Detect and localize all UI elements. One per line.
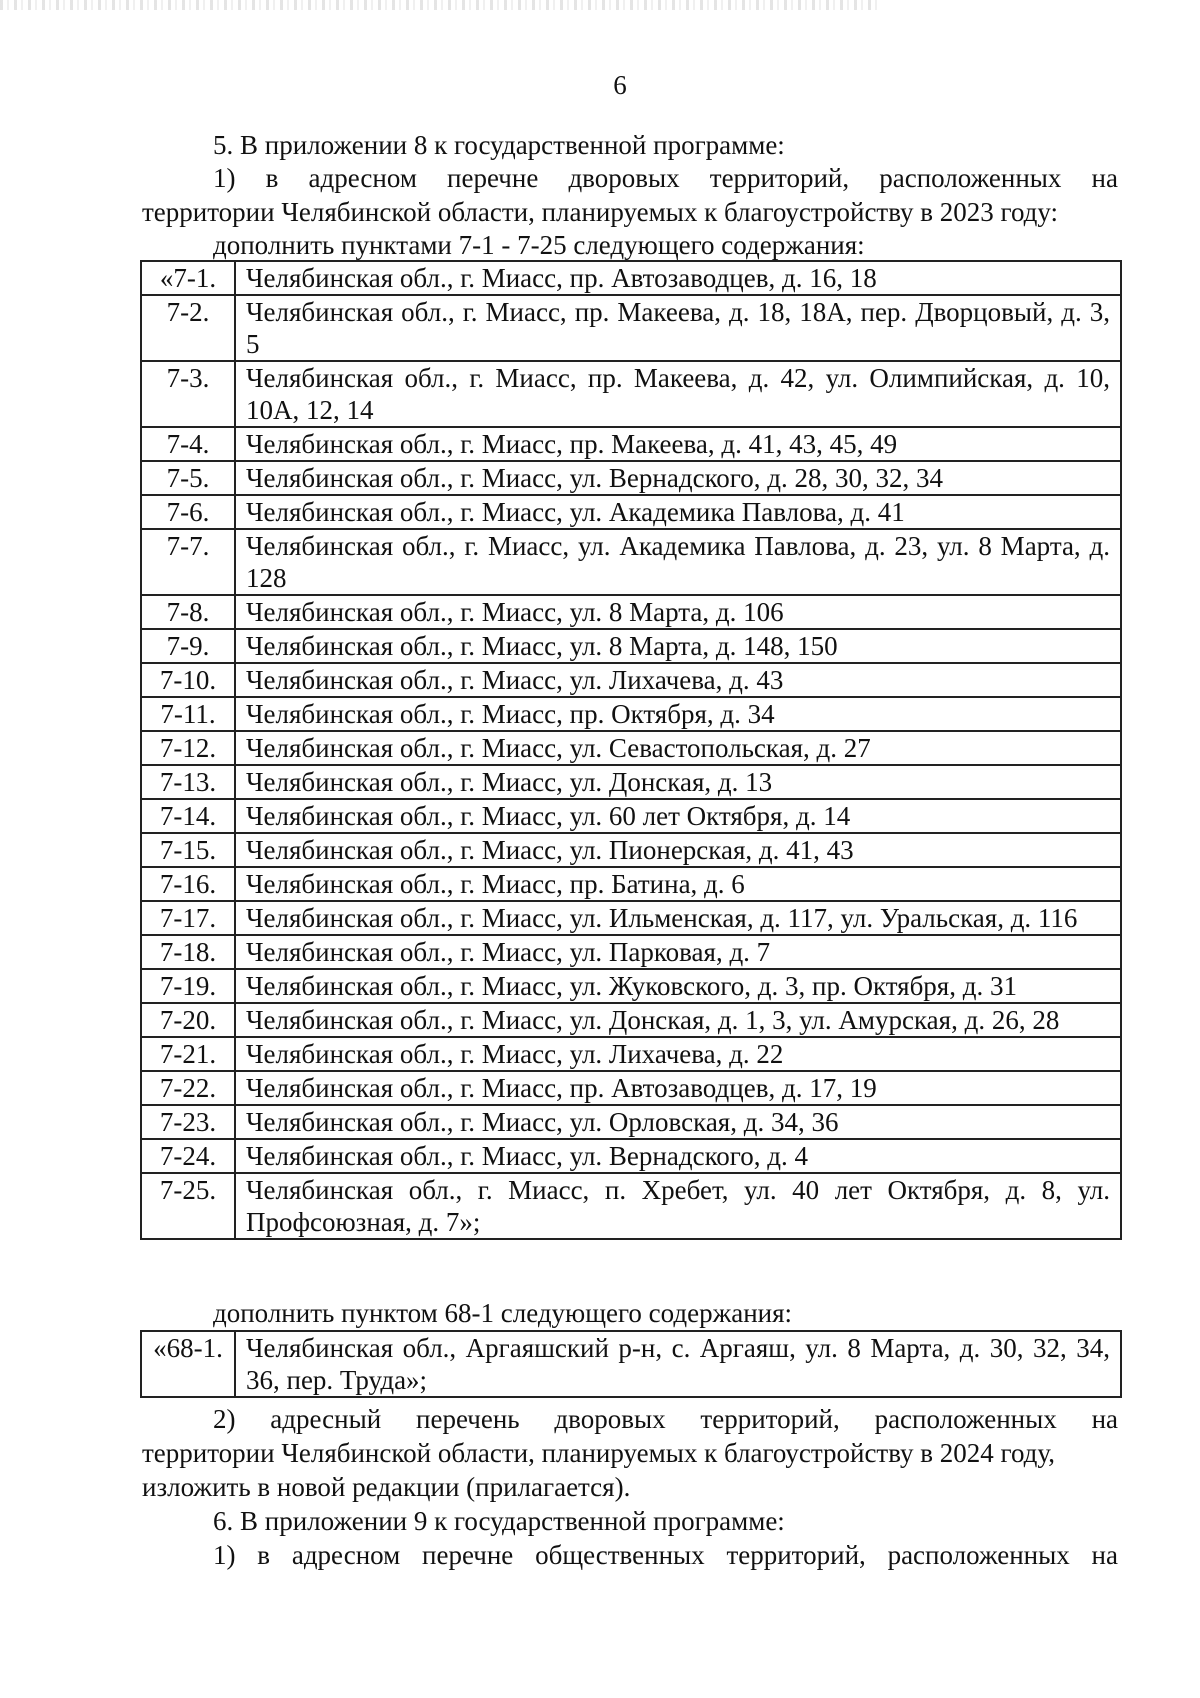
table-row xyxy=(141,663,1121,697)
row-number: 7-14. xyxy=(141,799,235,833)
row-address: Челябинская обл., г. Миасс, ул. Академика Павлова, д. 23, ул. 8 Марта, д. 128 xyxy=(235,529,1121,595)
table-row xyxy=(141,427,1121,461)
row-address: Челябинская обл., г. Миасс, ул. Донская, д. 1, 3, ул. Амурская, д. 26, 28 xyxy=(235,1003,1121,1037)
table-row xyxy=(141,1105,1121,1139)
table-row xyxy=(141,799,1121,833)
table-row xyxy=(141,1173,1121,1239)
row-address: Челябинская обл., г. Миасс, ул. Жуковского, д. 3, пр. Октября, д. 31 xyxy=(235,969,1121,1003)
table-row xyxy=(141,1037,1121,1071)
row-address: Челябинская обл., г. Миасс, ул. Парковая, д. 7 xyxy=(235,935,1121,969)
row-number: 7-22. xyxy=(141,1071,235,1105)
row-address: Челябинская обл., г. Миасс, пр. Автозаводцев, д. 16, 18 xyxy=(235,261,1121,295)
row-number: 7-19. xyxy=(141,969,235,1003)
table-row xyxy=(141,461,1121,495)
item5-1-line2: территории Челябинской области, планируемых к благоустройству в 2023 году: xyxy=(142,197,1059,227)
table-row xyxy=(141,1139,1121,1173)
table-row xyxy=(141,1071,1121,1105)
table-row xyxy=(141,595,1121,629)
row-address: Челябинская обл., г. Миасс, ул. Академика Павлова, д. 41 xyxy=(235,495,1121,529)
row-number: 7-2. xyxy=(141,295,235,361)
row-number: 7-11. xyxy=(141,697,235,731)
row-address: Челябинская обл., г. Миасс, п. Хребет, ул. 40 лет Октября, д. 8, ул. Профсоюзная, д. 7»; xyxy=(235,1173,1121,1239)
row-address: Челябинская обл., г. Миасс, ул. 8 Марта, д. 148, 150 xyxy=(235,629,1121,663)
item6-1-line1: 1) в адресном перечне общественных территорий, расположенных на xyxy=(213,1540,1118,1570)
table-row xyxy=(141,529,1121,595)
row-address: Челябинская обл., г. Миасс, пр. Макеева, д. 18, 18А, пер. Дворцовый, д. 3, 5 xyxy=(235,295,1121,361)
row-number: 7-21. xyxy=(141,1037,235,1071)
row-number: 7-8. xyxy=(141,595,235,629)
row-number: 7-7. xyxy=(141,529,235,595)
table-row xyxy=(141,969,1121,1003)
scan-artifact xyxy=(0,0,880,10)
row-number: 7-5. xyxy=(141,461,235,495)
row-number: 7-15. xyxy=(141,833,235,867)
row-number: 7-9. xyxy=(141,629,235,663)
table-row xyxy=(141,867,1121,901)
row-address: Челябинская обл., г. Миасс, ул. Лихачева, д. 22 xyxy=(235,1037,1121,1071)
row-number: 7-16. xyxy=(141,867,235,901)
row-number: 7-4. xyxy=(141,427,235,461)
table-row xyxy=(141,295,1121,361)
table-row xyxy=(141,1003,1121,1037)
table-row xyxy=(141,261,1121,295)
item5-2-line2: территории Челябинской области, планируемых к благоустройству в 2024 году, xyxy=(142,1438,1055,1468)
table-row xyxy=(141,629,1121,663)
row-address: Челябинская обл., г. Миасс, ул. Лихачева, д. 43 xyxy=(235,663,1121,697)
row-address: Челябинская обл., г. Миасс, пр. Батина, д. 6 xyxy=(235,867,1121,901)
table-row xyxy=(141,833,1121,867)
row-address: Челябинская обл., г. Миасс, пр. Октября, д. 34 xyxy=(235,697,1121,731)
row-number: «7-1. xyxy=(141,261,235,295)
table-row xyxy=(141,697,1121,731)
table-row xyxy=(141,361,1121,427)
page-number: 6 xyxy=(613,70,627,100)
table-row xyxy=(141,935,1121,969)
row-address: Челябинская обл., г. Миасс, ул. Донская, д. 13 xyxy=(235,765,1121,799)
row-address: Челябинская обл., г. Миасс, ул. 8 Марта, д. 106 xyxy=(235,595,1121,629)
row-number: 7-23. xyxy=(141,1105,235,1139)
supplement-7-text: дополнить пунктами 7-1 - 7-25 следующего содержания: xyxy=(213,230,865,260)
row-address: Челябинская обл., Аргаяшский р-н, с. Аргаяш, ул. 8 Марта, д. 30, 32, 34, 36, пер. Труда»; xyxy=(235,1331,1121,1397)
row-number: 7-13. xyxy=(141,765,235,799)
row-number: 7-6. xyxy=(141,495,235,529)
row-number: 7-18. xyxy=(141,935,235,969)
row-address: Челябинская обл., г. Миасс, ул. Севастопольская, д. 27 xyxy=(235,731,1121,765)
row-address: Челябинская обл., г. Миасс, ул. 60 лет Октября, д. 14 xyxy=(235,799,1121,833)
row-number: 7-25. xyxy=(141,1173,235,1239)
row-address: Челябинская обл., г. Миасс, пр. Макеева, д. 42, ул. Олимпийская, д. 10, 10А, 12, 14 xyxy=(235,361,1121,427)
table-row xyxy=(141,901,1121,935)
row-number: 7-12. xyxy=(141,731,235,765)
table-row xyxy=(141,731,1121,765)
row-number: «68-1. xyxy=(141,1331,235,1397)
row-address: Челябинская обл., г. Миасс, пр. Автозаводцев, д. 17, 19 xyxy=(235,1071,1121,1105)
row-number: 7-3. xyxy=(141,361,235,427)
item5-2-line1: 2) адресный перечень дворовых территорий, расположенных на xyxy=(213,1404,1118,1434)
item5-1-line1: 1) в адресном перечне дворовых территорий, расположенных на xyxy=(213,163,1118,193)
row-address: Челябинская обл., г. Миасс, пр. Макеева, д. 41, 43, 45, 49 xyxy=(235,427,1121,461)
row-number: 7-10. xyxy=(141,663,235,697)
table-row xyxy=(141,495,1121,529)
table-row xyxy=(141,1331,1121,1397)
row-address: Челябинская обл., г. Миасс, ул. Вернадского, д. 4 xyxy=(235,1139,1121,1173)
item6-heading: 6. В приложении 9 к государственной программе: xyxy=(213,1506,785,1536)
row-number: 7-20. xyxy=(141,1003,235,1037)
table-row xyxy=(141,765,1121,799)
row-address: Челябинская обл., г. Миасс, ул. Ильменская, д. 117, ул. Уральская, д. 116 xyxy=(235,901,1121,935)
row-number: 7-17. xyxy=(141,901,235,935)
row-address: Челябинская обл., г. Миасс, ул. Вернадского, д. 28, 30, 32, 34 xyxy=(235,461,1121,495)
address-table-68 xyxy=(140,1330,1122,1398)
row-number: 7-24. xyxy=(141,1139,235,1173)
supplement-68-text: дополнить пунктом 68-1 следующего содержания: xyxy=(213,1298,793,1328)
row-address: Челябинская обл., г. Миасс, ул. Орловская, д. 34, 36 xyxy=(235,1105,1121,1139)
item5-2-line3: изложить в новой редакции (прилагается). xyxy=(142,1472,631,1502)
item5-heading: 5. В приложении 8 к государственной программе: xyxy=(213,130,785,160)
row-address: Челябинская обл., г. Миасс, ул. Пионерская, д. 41, 43 xyxy=(235,833,1121,867)
address-table-7 xyxy=(140,260,1122,1240)
